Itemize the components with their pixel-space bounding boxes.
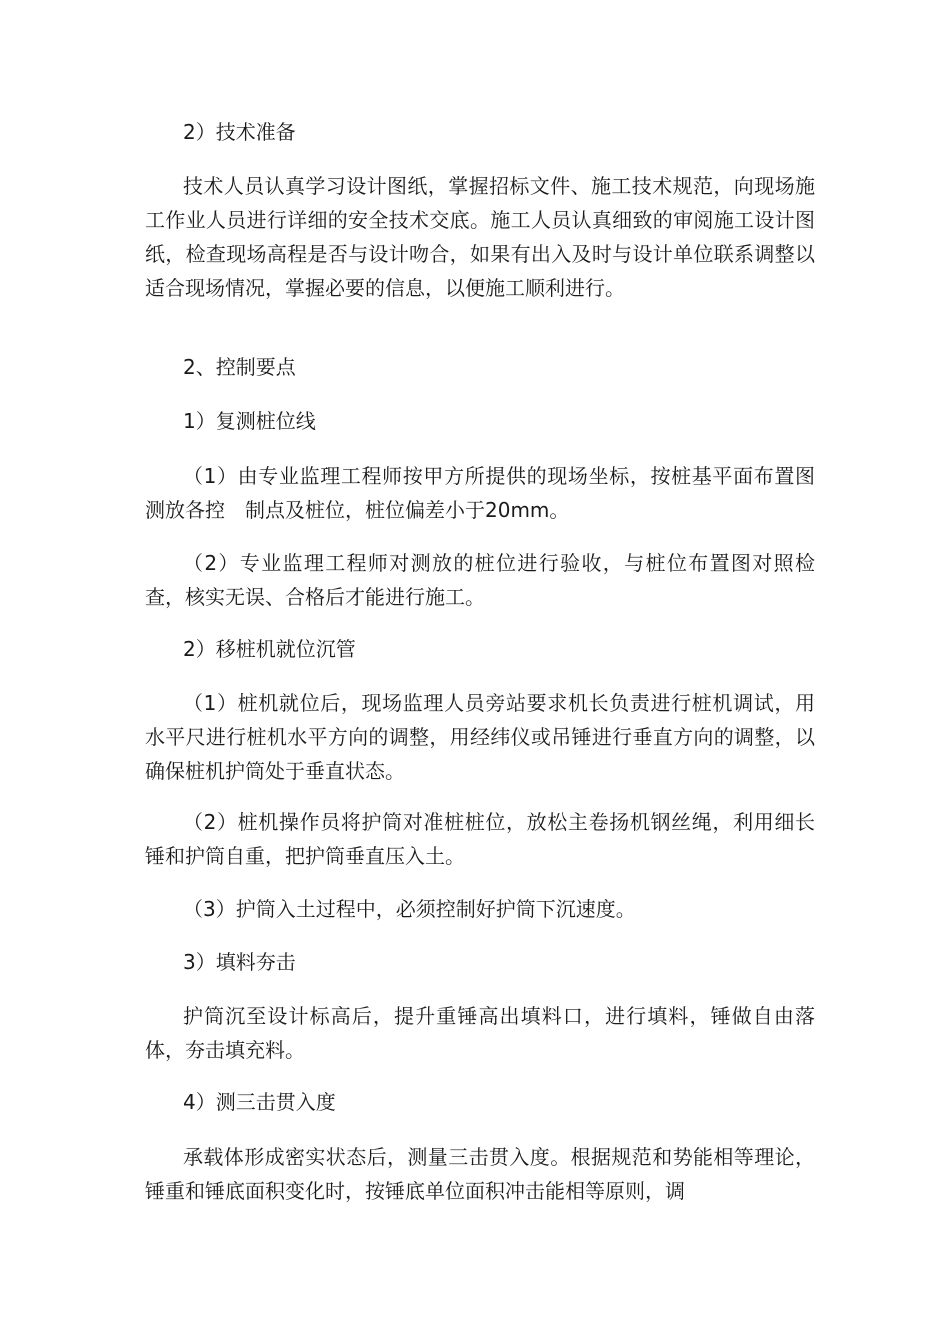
paragraph-move-1: （1）桩机就位后，现场监理人员旁站要求机长负责进行桩机调试，用水平尺进行桩机水平方向的调整，用经纬仪或吊锤进行垂直方向的调整，以确保桩机护筒处于垂直状态。 xyxy=(145,691,815,783)
paragraph-three-blow-penetration: 承载体形成密实状态后，测量三击贯入度。根据规范和势能相等理论，锤重和锤底面积变化时，按锤底单位面积冲击能相等原则，调 xyxy=(145,1145,815,1203)
heading-recheck-pile-line: 1）复测桩位线 xyxy=(183,409,316,433)
paragraph-move-3: （3）护筒入土过程中，必须控制好护筒下沉速度。 xyxy=(183,897,636,921)
paragraph-move-2: （2）桩机操作员将护筒对准桩桩位，放松主卷扬机钢丝绳，利用细长锤和护筒自重，把护筒垂直压入土。 xyxy=(145,810,815,868)
heading-control-points: 2、控制要点 xyxy=(183,355,296,379)
paragraph-recheck-2: （2）专业监理工程师对测放的桩位进行验收，与桩位布置图对照检查，核实无误、合格后才能进行施工。 xyxy=(145,551,815,609)
heading-move-pile-machine: 2）移桩机就位沉管 xyxy=(183,637,356,661)
heading-three-blow-penetration: 4）测三击贯入度 xyxy=(183,1090,336,1114)
paragraph-technical-preparation: 技术人员认真学习设计图纸，掌握招标文件、施工技术规范，向现场施工作业人员进行详细的安全技术交底。施工人员认真细致的审阅施工设计图纸，检查现场高程是否与设计吻合，如果有出入及时与设计单位联系调整以适合现场情况，掌握必要的信息，以便施工顺利进行。 xyxy=(145,174,815,300)
paragraph-fill-ramming: 护筒沉至设计标高后，提升重锤高出填料口，进行填料，锤做自由落体，夯击填充料。 xyxy=(145,1004,815,1062)
heading-fill-ramming: 3）填料夯击 xyxy=(183,950,296,974)
heading-technical-preparation: 2）技术准备 xyxy=(183,120,296,144)
paragraph-recheck-1: （1）由专业监理工程师按甲方所提供的现场坐标，按桩基平面布置图测放各控 制点及桩位，桩位偏差小于20mm。 xyxy=(145,464,815,522)
